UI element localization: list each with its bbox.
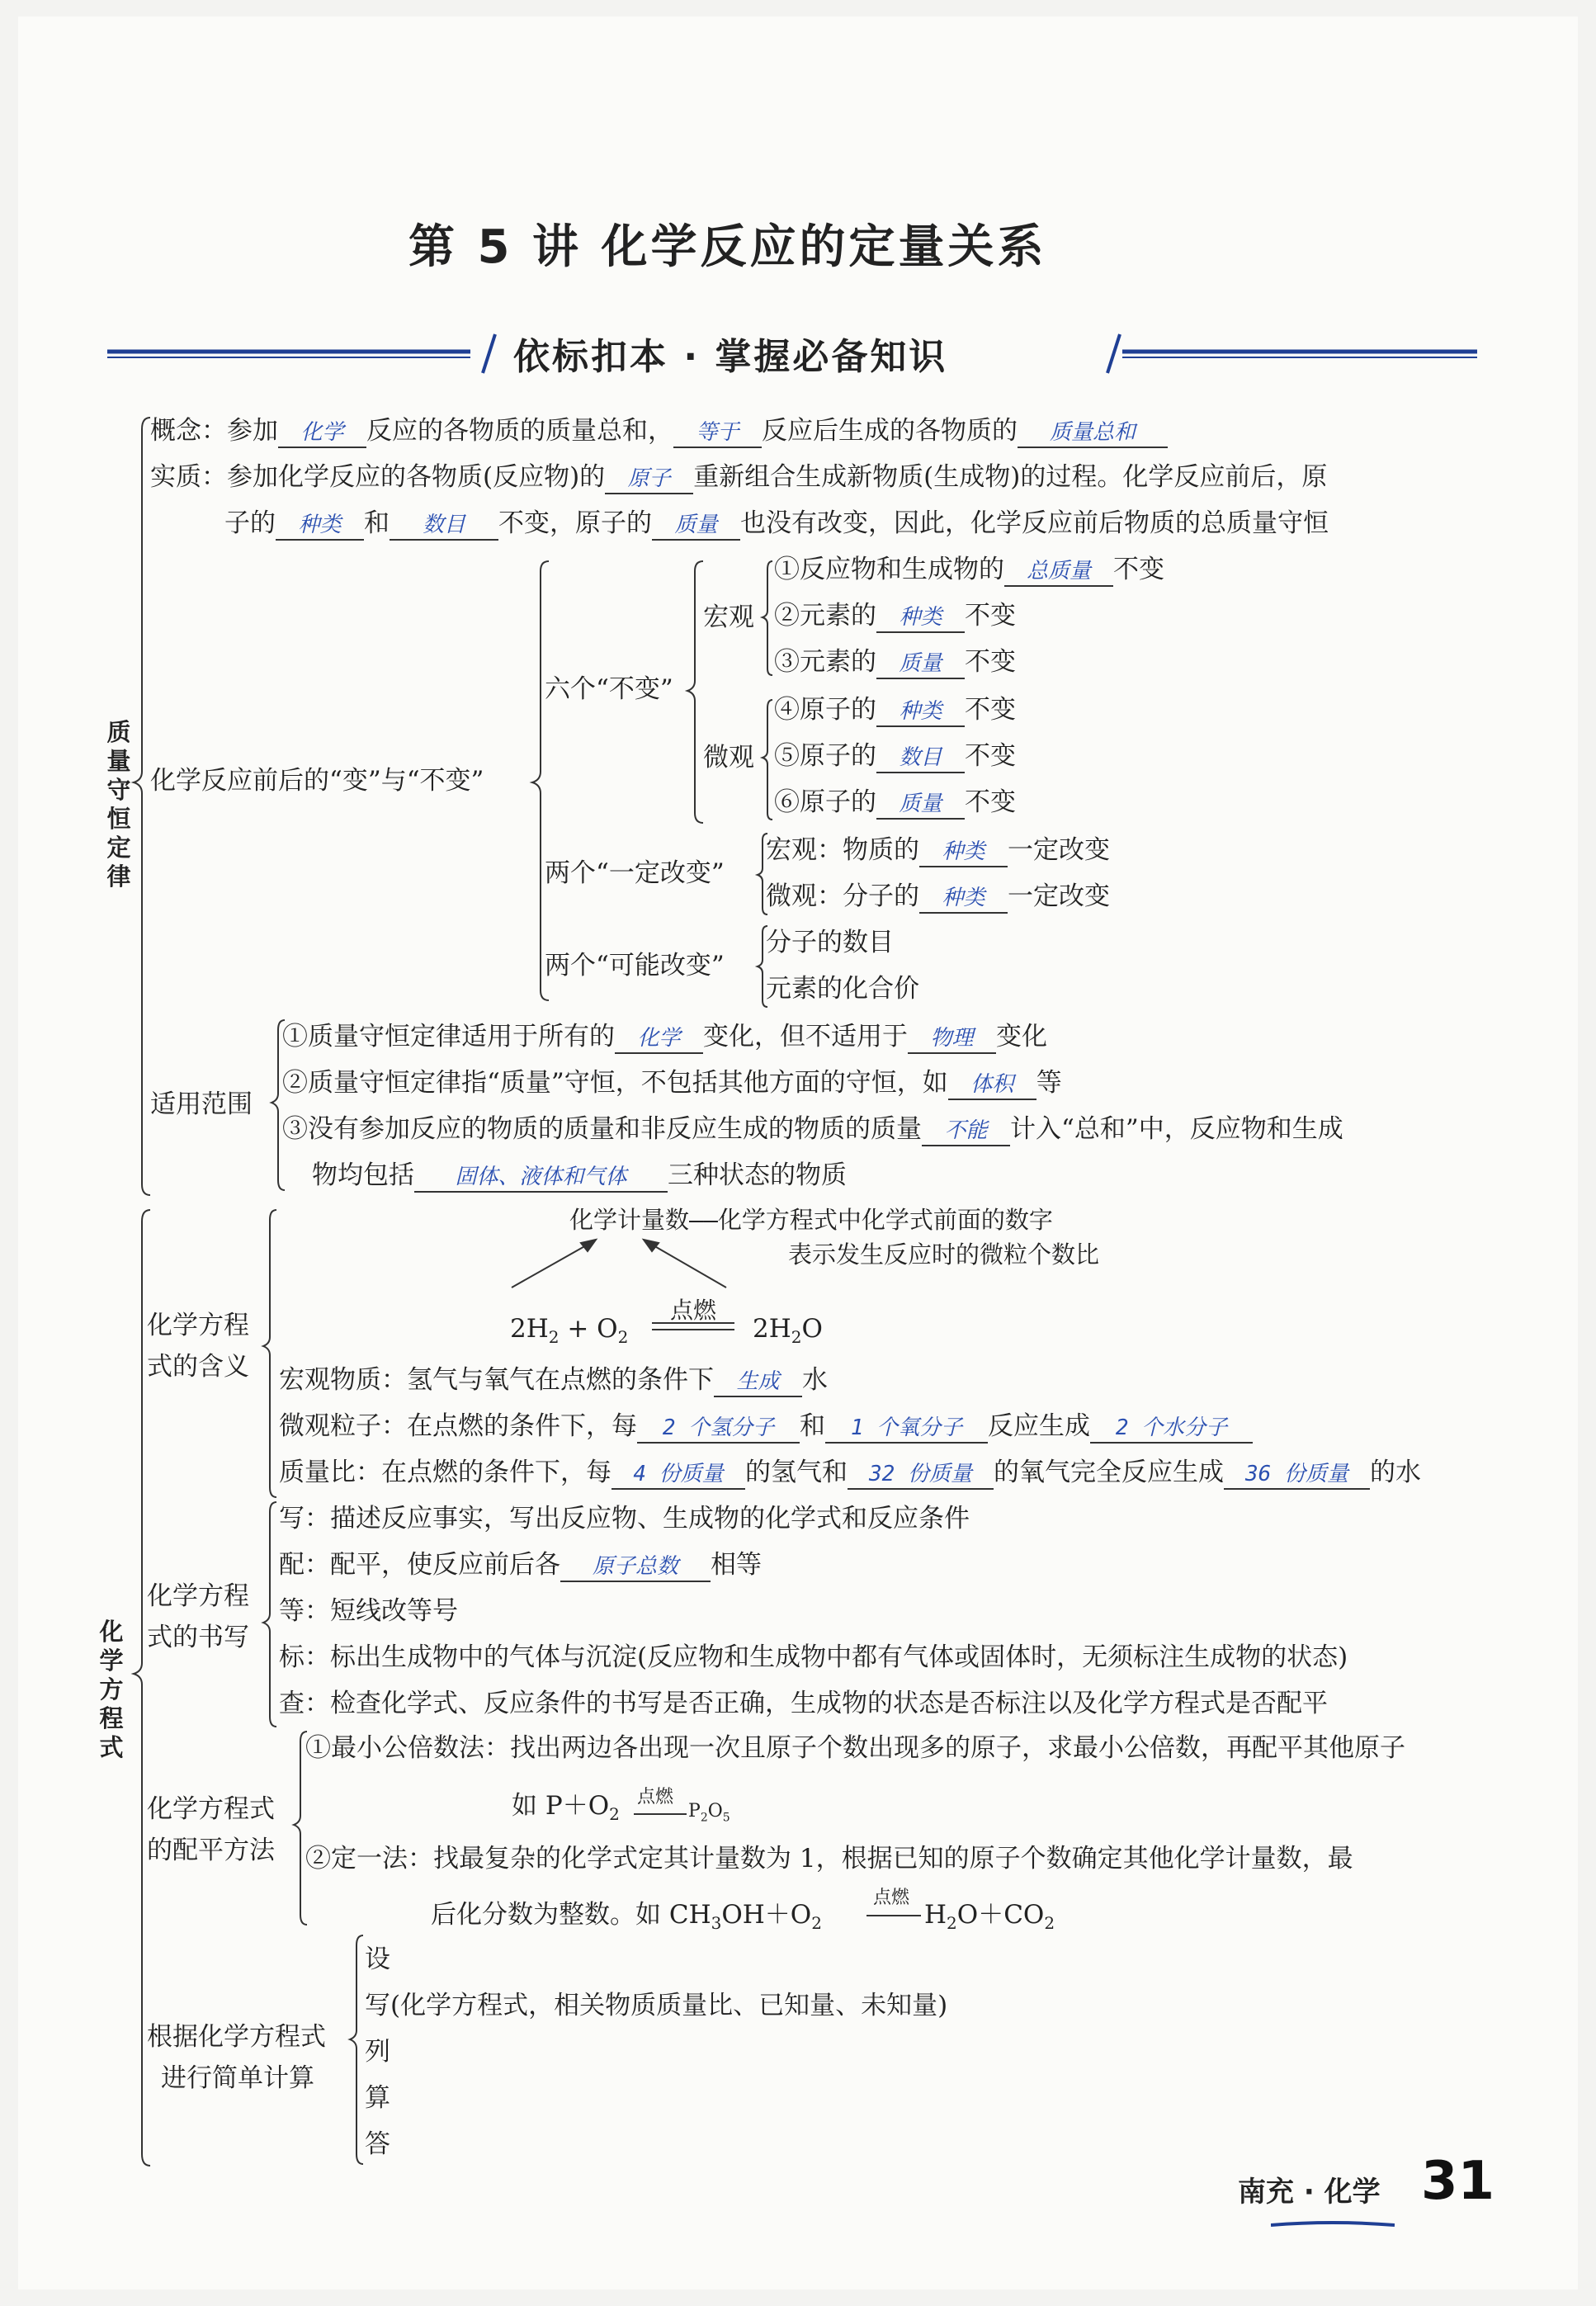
calc-step-write: 写(化学方程式，相关物质质量比、已知量、未知量)	[365, 1991, 948, 2020]
micro-particle-line	[279, 1410, 1253, 1444]
concept-text: 概念：参加	[150, 416, 278, 446]
meaning-label-line-2: 式的含义	[147, 1352, 249, 1382]
writing-label-line-1: 化学方程	[147, 1581, 249, 1611]
essence-text: 也没有改变，因此，化学反应前后物质的总质量守恒	[740, 508, 1329, 538]
scope-text: ③没有参加反应的物质的质量和非反应生成的物质的质量	[282, 1114, 922, 1144]
meaning-text: 微观粒子：在点燃的条件下，每	[279, 1411, 637, 1441]
two-must-change-label: 两个“一定改变”	[545, 858, 725, 888]
macro-label: 宏观	[703, 602, 754, 632]
item-text: ⑤原子的	[774, 741, 876, 771]
page-title: 第 5 讲 化学反应的定量关系	[408, 220, 1047, 274]
formula-text: O	[801, 1314, 823, 1344]
item-text: 不变	[965, 741, 1016, 771]
coefficient-note-line-1: 化学计量数——化学方程式中化学式前面的数字	[569, 1206, 1053, 1234]
balance-example-1	[512, 1789, 620, 1831]
scope-text: 等	[1036, 1068, 1062, 1098]
formula-text: 后化分数为整数。如 CH	[431, 1900, 711, 1930]
unchanged-item-1	[774, 553, 1164, 587]
item-text: 不变	[1113, 555, 1164, 584]
meaning-label-line-1: 化学方程	[147, 1311, 249, 1340]
answer-blank: 化学	[615, 1024, 703, 1054]
answer-blank: 生成	[714, 1368, 802, 1397]
mass-ratio-line	[279, 1456, 1421, 1490]
answer-blank: 质量	[652, 511, 740, 541]
formula-text: + O	[559, 1314, 618, 1344]
subscript: 2	[947, 1913, 957, 1934]
item-text: 不变	[965, 601, 1016, 631]
scope-text: 三种状态的物质	[668, 1160, 847, 1190]
side-label-mass-conservation: 质量守恒定律	[106, 718, 131, 891]
item-text: ②元素的	[774, 601, 876, 631]
scope-item-3-line-2	[312, 1159, 847, 1193]
item-text: ③元素的	[774, 647, 876, 677]
unchanged-item-4	[774, 693, 1016, 727]
meaning-text: 的氧气完全反应生成	[994, 1458, 1224, 1487]
formula-text: P	[688, 1801, 701, 1822]
subscript: 5	[722, 1811, 730, 1825]
item-text: 不变	[965, 647, 1016, 677]
scope-item-2	[282, 1066, 1062, 1100]
meaning-text: 和	[800, 1411, 825, 1441]
writing-text: 配：配平，使反应前后各	[279, 1550, 560, 1580]
subscript: 2	[617, 1327, 629, 1348]
item-text: 不变	[965, 787, 1016, 817]
item-text: ⑥原子的	[774, 787, 876, 817]
formula-text: H	[924, 1900, 947, 1930]
calc-step-compute: 算	[365, 2083, 390, 2113]
answer-blank: 32 份质量	[848, 1460, 994, 1490]
writing-step-equal: 等：短线改等号	[279, 1596, 458, 1626]
coefficient-note-line-2: 表示发生反应时的微粒个数比	[788, 1240, 1100, 1269]
unchanged-item-2	[774, 599, 1016, 633]
answer-blank: 质量	[876, 790, 965, 820]
answer-blank: 种类	[919, 838, 1008, 867]
answer-blank: 体积	[948, 1070, 1036, 1100]
meaning-text: 水	[802, 1365, 828, 1395]
footer-label: 南充 · 化学	[1238, 2176, 1381, 2209]
essence-text: 重新组合生成新物质(生成物)的过程。化学反应前后，原	[693, 462, 1328, 492]
formula-text: O＋CO	[956, 1900, 1045, 1930]
answer-blank: 2 个氢分子	[637, 1414, 800, 1444]
subscript: 2	[1044, 1913, 1055, 1934]
meaning-text: 的水	[1370, 1458, 1421, 1487]
six-unchanged-label: 六个“不变”	[545, 674, 673, 704]
meaning-text: 质量比：在点燃的条件下，每	[279, 1458, 611, 1487]
answer-blank: 1 个氧分子	[825, 1414, 988, 1444]
change-label: 化学反应前后的“变”与“不变”	[150, 766, 484, 796]
balance-label-line-2: 的配平方法	[147, 1836, 275, 1865]
unchanged-item-3	[774, 645, 1016, 679]
micro-label: 微观	[703, 743, 754, 773]
balance-method-1: ①最小公倍数法：找出两边各出现一次且原子个数出现多的原子，求最小公倍数，再配平其他原子	[305, 1733, 1405, 1763]
formula-text: OH＋O	[721, 1900, 812, 1930]
balance-example-1-condition: 点燃	[637, 1787, 674, 1807]
answer-blank: 4 份质量	[611, 1460, 745, 1490]
answer-blank: 种类	[876, 603, 965, 633]
balance-method-2-line-2	[431, 1898, 822, 1940]
answer-blank: 数目	[876, 744, 965, 773]
essence-text: 不变，原子的	[498, 508, 652, 538]
reaction-condition: 点燃	[670, 1297, 717, 1324]
essence-text: 和	[364, 508, 390, 538]
essence-line-1	[150, 461, 1327, 494]
meaning-text: 宏观物质：氢气与氧气在点燃的条件下	[279, 1365, 714, 1395]
answer-blank: 原子总数	[560, 1552, 711, 1582]
must-change-micro	[766, 880, 1110, 914]
answer-blank: 2 个水分子	[1090, 1414, 1253, 1444]
scope-text: ①质量守恒定律适用于所有的	[282, 1022, 615, 1051]
scope-text: ②质量守恒定律指“质量”守恒，不包括其他方面的守恒，如	[282, 1068, 948, 1098]
scope-text: 物均包括	[312, 1160, 414, 1190]
answer-blank: 等于	[673, 418, 762, 448]
writing-step-mark: 标：标出生成物中的气体与沉淀(反应物和生成物中都有气体或固体时，无须标注生成物的状态)	[279, 1642, 1348, 1672]
item-text: 宏观：物质的	[766, 835, 919, 865]
writing-label-line-2: 式的书写	[147, 1623, 249, 1652]
scope-item-1	[282, 1020, 1047, 1054]
balance-example-1-product	[688, 1801, 730, 1824]
scope-text: 变化	[996, 1022, 1047, 1051]
two-may-change-label: 两个“可能改变”	[545, 951, 725, 981]
item-text: 一定改变	[1008, 881, 1110, 911]
must-change-macro	[766, 834, 1110, 867]
formula-text: 2H	[753, 1314, 791, 1344]
calc-step-list: 列	[365, 2037, 390, 2067]
writing-step-balance	[279, 1548, 762, 1582]
macro-substance-line	[279, 1363, 828, 1397]
scope-label: 适用范围	[150, 1089, 253, 1119]
footer-underline	[1271, 2220, 1395, 2228]
item-text: 微观：分子的	[766, 881, 919, 911]
subscript: 2	[811, 1913, 822, 1934]
subscript: 2	[548, 1327, 560, 1348]
writing-text: 相等	[711, 1550, 762, 1580]
essence-text: 实质：参加化学反应的各物质(反应物)的	[150, 462, 606, 492]
unchanged-item-6	[774, 786, 1016, 820]
side-label-chemical-equation: 化学方程式	[99, 1618, 124, 1761]
answer-blank: 质量	[876, 650, 965, 679]
unchanged-item-5	[774, 740, 1016, 773]
page-number: 31	[1421, 2151, 1495, 2212]
reaction-equation	[510, 1312, 628, 1354]
formula-text: 2H	[510, 1314, 549, 1344]
answer-blank: 物理	[908, 1024, 996, 1054]
answer-blank: 化学	[278, 418, 366, 448]
calc-label-line-2: 进行简单计算	[161, 2063, 314, 2093]
balance-example-2-condition: 点燃	[873, 1888, 910, 1908]
scope-text: 计入“总和”中，反应物和生成	[1010, 1114, 1343, 1144]
answer-blank: 质量总和	[1018, 418, 1168, 448]
answer-blank: 原子	[605, 465, 693, 494]
concept-text: 反应的各物质的质量总和，	[366, 416, 673, 446]
calc-step-assume: 设	[365, 1945, 390, 1974]
section-band-title: 依标扣本 · 掌握必备知识	[513, 336, 948, 378]
formula-text: O	[707, 1801, 723, 1822]
scope-text: 变化，但不适用于	[703, 1022, 908, 1051]
formula-text: 如 P＋O	[512, 1791, 610, 1821]
subscript: 2	[609, 1804, 620, 1825]
answer-blank: 总质量	[1004, 557, 1113, 587]
writing-step-check: 查：检查化学式、反应条件的书写是否正确，生成物的状态是否标注以及化学方程式是否配平	[279, 1689, 1328, 1718]
balance-method-2: ②定一法：找最复杂的化学式定其计量数为 1，根据已知的原子个数确定其他化学计量数，最	[305, 1844, 1353, 1874]
may-change-item-2: 元素的化合价	[766, 974, 919, 1004]
item-text: 一定改变	[1008, 835, 1110, 865]
item-text: ①反应物和生成物的	[774, 555, 1004, 584]
meaning-text: 反应生成	[988, 1411, 1090, 1441]
concept-text: 反应后生成的各物质的	[762, 416, 1018, 446]
may-change-item-1: 分子的数目	[766, 928, 894, 957]
subscript: 2	[791, 1327, 802, 1348]
writing-step-write: 写：描述反应事实，写出反应物、生成物的化学式和反应条件	[279, 1504, 970, 1533]
answer-blank: 不能	[922, 1117, 1010, 1146]
scope-item-3	[282, 1113, 1343, 1146]
meaning-text: 的氢气和	[745, 1458, 848, 1487]
calc-step-answer: 答	[365, 2129, 390, 2159]
calc-label-line-1: 根据化学方程式	[147, 2022, 326, 2052]
item-text: ④原子的	[774, 695, 876, 725]
balance-example-2-product	[924, 1898, 1055, 1940]
subscript: 3	[711, 1913, 722, 1934]
answer-blank: 种类	[876, 697, 965, 727]
essence-line-2	[224, 507, 1329, 541]
answer-blank: 种类	[276, 511, 364, 541]
answer-blank: 种类	[919, 884, 1008, 914]
reaction-product	[753, 1312, 823, 1354]
answer-blank: 36 份质量	[1224, 1460, 1370, 1490]
essence-text: 子的	[224, 508, 276, 538]
answer-blank: 固体、液体和气体	[414, 1163, 668, 1193]
item-text: 不变	[965, 695, 1016, 725]
answer-blank: 数目	[390, 511, 498, 541]
subscript: 2	[700, 1811, 708, 1825]
concept-line	[150, 414, 1168, 448]
balance-label-line-1: 化学方程式	[147, 1794, 275, 1824]
